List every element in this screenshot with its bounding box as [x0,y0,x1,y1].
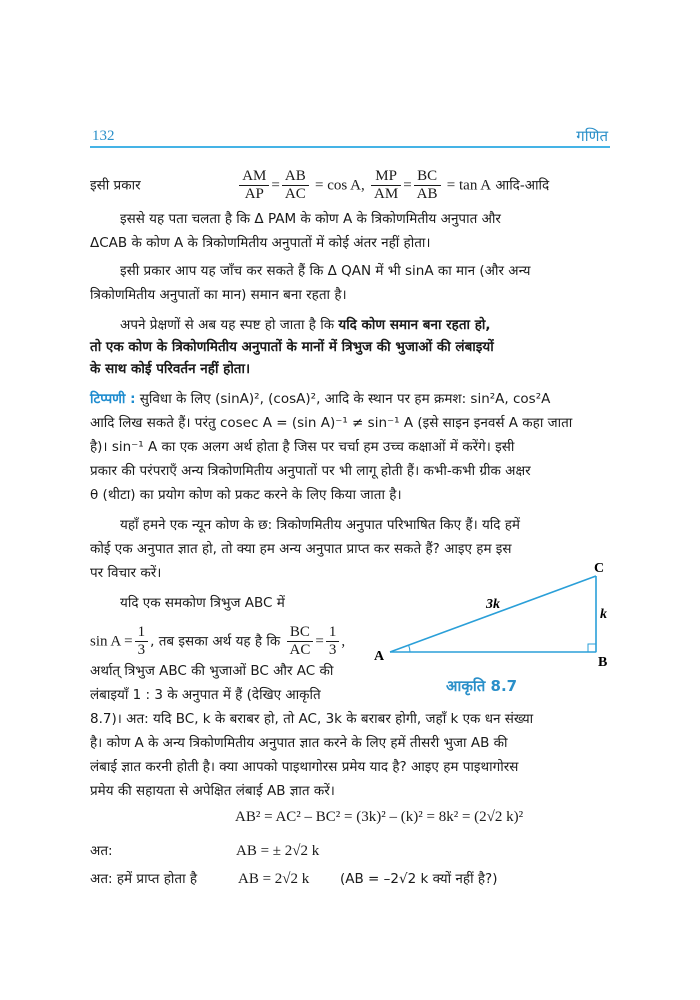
para4-line3: पर विचार करें। [90,565,162,581]
sin-a-text: sin A = [90,633,133,650]
para3-line2: तो एक कोण के त्रिकोणमितीय अनुपातों के मानों में त्रिभुज की भुजाओं की लंबाइयों [90,339,494,355]
note-line3: है)। sin⁻¹ A का एक अलग अर्थ होता है जिस पर चर्चा हम उच्च कक्षाओं में करेंगे। इसी [90,439,515,455]
vertex-c-label: C [594,562,605,576]
vertex-b-label: B [598,655,608,670]
cos-a-text: = cos A, [315,177,365,194]
side-ac [390,576,596,652]
fraction-one-third-a: $\frac{1}{3}$ [135,624,149,659]
note-line5: θ (थीटा) का प्रयोग कोण को प्रकट करने के लिए किया जाता है। [90,487,402,503]
para3-line1 [120,316,491,334]
fraction-one-third-b: $\frac{1}{3}$ [326,624,340,659]
note-line2: आदि लिख सकते हैं। परंतु cosec A = (sin A)⁻¹ ≠ sin⁻¹ A (इसे साइन इनवर्स A कहा जाता [90,415,573,431]
para5-line2-text: , तब इसका अर्थ यह है कि [150,633,281,650]
tan-a-text: = tan A [446,177,492,194]
para1-line2: ΔCAB के कोण A के त्रिकोणमितीय अनुपातों में कोई अंतर नहीं होता। [90,235,431,251]
para2-line2: त्रिकोणमितीय अनुपातों का मान) समान बना रहता है। [90,287,347,303]
note-label: टिप्पणी : [90,391,136,407]
equation-ab-plus-minus: AB = ± 2√2 k [236,843,320,859]
para5-line8: प्रमेय की सहायता से अपेक्षित लंबाई AB ज्ञात करें। [90,783,335,799]
header-rule [90,146,610,148]
para5-line3: अर्थात् त्रिभुज ABC की भुजाओं BC और AC की [90,663,334,679]
etc-text: आदि-आदि [495,177,550,194]
equation-ab-question: (AB = –2√2 k क्यों नहीं है?) [340,871,498,887]
side-bc-label: k [600,607,607,622]
para5-line4: लंबाइयाँ 1 : 3 के अनुपात में हैं (देखिए आकृति [90,687,321,703]
para3-line3: के साथ कोई परिवर्तन नहीं होता। [90,361,251,377]
para5-line2: sin A = $\frac{1}{3}$ , तब इसका अर्थ यह है कि $\frac{BC}{AC}$ = $\frac{1}{3}$ , [90,624,346,658]
fraction-ab-ac: $\frac{AB}{AC}$ [282,168,309,203]
equation2-label: अत: [90,843,113,859]
hypotenuse-label: 3k [486,597,500,612]
fraction-mp-am: $\frac{MP}{AM}$ [371,168,401,203]
para5-line5: 8.7)। अत: यदि BC, k के बराबर हो, तो AC, 3k के बराबर होगी, जहाँ k एक धन संख्या [90,711,534,727]
para5-line6: है। कोण A के अन्य त्रिकोणमितीय अनुपात ज्ञात करने के लिए हमें तीसरी भुजा AB की [90,735,508,751]
vertex-a-label: A [374,649,385,664]
para3-line1-bold: यदि कोण समान बना रहता हो, [338,317,491,333]
page-number: 132 [92,128,115,144]
para5-line1: यदि एक समकोण त्रिभुज ABC में [120,595,285,611]
note-line1 [90,390,550,408]
para3-line1-text: अपने प्रेक्षणों से अब यह स्पष्ट हो जाता है कि [120,317,339,333]
note-line1-text: सुविधा के लिए (sinA)², (cosA)², आदि के स्थान पर हम क्रमश: sin²A, cos²A [139,391,551,407]
right-angle-mark [588,644,596,652]
figure-caption: आकृति 8.7 [446,677,518,695]
angle-a-arc [409,645,411,652]
ratio-intro-text: इसी प्रकार [90,177,141,194]
para5-line7: लंबाई ज्ञात करनी होती है। क्या आपको पाइथागोरस प्रमेय याद है? आइए हम पाइथागोरस [90,759,519,775]
equation3-label: अत: हमें प्राप्त होता है [90,871,198,887]
equation-pythagoras: AB² = AC² – BC² = (3k)² – (k)² = 8k² = (2√2 k)² [235,809,524,825]
equation-ab-value: AB = 2√2 k [238,871,310,887]
ratio-equation-line: इसी प्रकार $\frac{AM}{AP}$ = $\frac{AB}{AC}$ = cos A, $\frac{MP}{AM}$ = $\frac{BC}{AB}$ = tan A आदि-आदि [90,168,550,202]
fraction-am-ap: $\frac{AM}{AP}$ [239,168,269,203]
fraction-bc-ab: $\frac{BC}{AB}$ [414,168,441,203]
note-line4: प्रकार की परंपराएँ अन्य त्रिकोणमितीय अनुपातों पर भी लागू होती हैं। कभी-कभी ग्रीक अक्षर [90,463,531,479]
fraction-bc-ac: $\frac{BC}{AC}$ [287,624,314,659]
para1-line1: इससे यह पता चलता है कि Δ PAM के कोण A के त्रिकोणमितीय अनुपात और [120,211,501,227]
para4-line2: कोई एक अनुपात ज्ञात हो, तो क्या हम अन्य अनुपात प्राप्त कर सकते हैं? आइए हम इस [90,541,512,557]
triangle-figure [370,562,640,672]
para4-line1: यहाँ हमने एक न्यून कोण के छ: त्रिकोणमितीय अनुपात परिभाषित किए हैं। यदि हमें [120,517,521,533]
para2-line1: इसी प्रकार आप यह जाँच कर सकते हैं कि Δ QAN में भी sinA का मान (और अन्य [120,263,531,279]
running-head: गणित [576,127,608,145]
